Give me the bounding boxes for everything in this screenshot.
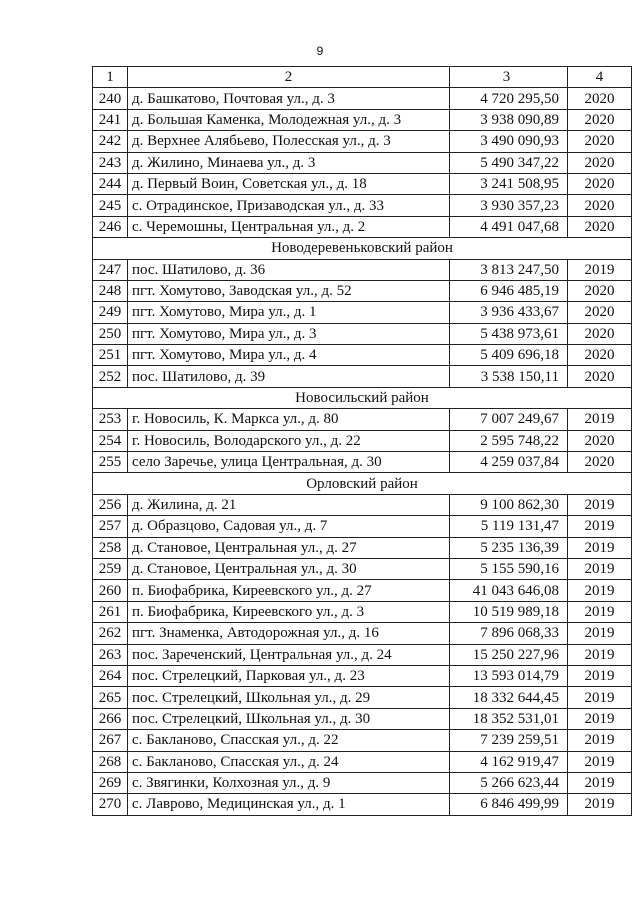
cost-cell: 3 241 508,95	[450, 173, 568, 194]
address-cell: с. Отрадинское, Призаводская ул., д. 33	[128, 195, 450, 216]
year-cell: 2019	[568, 665, 632, 686]
cost-cell: 41 043 646,08	[450, 580, 568, 601]
year-cell: 2020	[568, 216, 632, 237]
district-header-row	[93, 387, 632, 408]
address-cell: пгт. Хомутово, Мира ул., д. 3	[128, 323, 450, 344]
row-number-cell: 245	[93, 195, 128, 216]
table-row	[93, 580, 632, 601]
address-cell: д. Жилина, д. 21	[128, 494, 450, 515]
table-body	[93, 88, 632, 815]
address-cell: пгт. Хомутово, Заводская ул., д. 52	[128, 280, 450, 301]
column-header-cost: 3	[450, 67, 568, 88]
row-number-cell: 255	[93, 452, 128, 473]
registry-table	[92, 66, 632, 816]
cost-cell: 4 491 047,68	[450, 216, 568, 237]
address-cell: с. Бакланово, Спасская ул., д. 24	[128, 751, 450, 772]
year-cell: 2019	[568, 730, 632, 751]
year-cell: 2020	[568, 173, 632, 194]
table-row	[93, 430, 632, 451]
column-header-year: 4	[568, 67, 632, 88]
cost-cell: 3 813 247,50	[450, 259, 568, 280]
row-number-cell: 254	[93, 430, 128, 451]
cost-cell: 5 490 347,22	[450, 152, 568, 173]
table-row	[93, 665, 632, 686]
cost-cell: 7 896 068,33	[450, 623, 568, 644]
address-cell: с. Лаврово, Медицинская ул., д. 1	[128, 794, 450, 815]
row-number-cell: 265	[93, 687, 128, 708]
cost-cell: 3 538 150,11	[450, 366, 568, 387]
table-row	[93, 195, 632, 216]
row-number-cell: 251	[93, 345, 128, 366]
address-cell: пгт. Хомутово, Мира ул., д. 4	[128, 345, 450, 366]
year-cell: 2019	[568, 687, 632, 708]
table-row	[93, 644, 632, 665]
cost-cell: 5 438 973,61	[450, 323, 568, 344]
table-row	[93, 88, 632, 109]
year-cell: 2019	[568, 259, 632, 280]
district-header-row	[93, 473, 632, 494]
table-row	[93, 131, 632, 152]
year-cell: 2020	[568, 195, 632, 216]
cost-cell: 18 332 644,45	[450, 687, 568, 708]
row-number-cell: 247	[93, 259, 128, 280]
year-cell: 2020	[568, 280, 632, 301]
table-row	[93, 280, 632, 301]
cost-cell: 3 930 357,23	[450, 195, 568, 216]
row-number-cell: 269	[93, 772, 128, 793]
column-header-address: 2	[128, 67, 450, 88]
year-cell: 2020	[568, 366, 632, 387]
district-header-row	[93, 238, 632, 259]
table-row	[93, 601, 632, 622]
row-number-cell: 263	[93, 644, 128, 665]
table-row	[93, 494, 632, 515]
address-cell: с. Черемошны, Центральная ул., д. 2	[128, 216, 450, 237]
address-cell: д. Верхнее Алябьево, Полесская ул., д. 3	[128, 131, 450, 152]
table-row	[93, 409, 632, 430]
cost-cell: 7 239 259,51	[450, 730, 568, 751]
cost-cell: 6 846 499,99	[450, 794, 568, 815]
year-cell: 2020	[568, 131, 632, 152]
table-row	[93, 772, 632, 793]
address-cell: г. Новосиль, Володарского ул., д. 22	[128, 430, 450, 451]
year-cell: 2019	[568, 794, 632, 815]
address-cell: д. Башкатово, Почтовая ул., д. 3	[128, 88, 450, 109]
cost-cell: 4 259 037,84	[450, 452, 568, 473]
year-cell: 2020	[568, 345, 632, 366]
cost-cell: 3 936 433,67	[450, 302, 568, 323]
table-row	[93, 537, 632, 558]
cost-cell: 2 595 748,22	[450, 430, 568, 451]
cost-cell: 15 250 227,96	[450, 644, 568, 665]
address-cell: пос. Стрелецкий, Школьная ул., д. 30	[128, 708, 450, 729]
row-number-cell: 246	[93, 216, 128, 237]
year-cell: 2019	[568, 537, 632, 558]
year-cell: 2019	[568, 708, 632, 729]
cost-cell: 10 519 989,18	[450, 601, 568, 622]
row-number-cell: 244	[93, 173, 128, 194]
cost-cell: 5 119 131,47	[450, 516, 568, 537]
year-cell: 2020	[568, 152, 632, 173]
table-row	[93, 345, 632, 366]
address-cell: д. Большая Каменка, Молодежная ул., д. 3	[128, 109, 450, 130]
cost-cell: 7 007 249,67	[450, 409, 568, 430]
address-cell: г. Новосиль, К. Маркса ул., д. 80	[128, 409, 450, 430]
cost-cell: 18 352 531,01	[450, 708, 568, 729]
address-cell: д. Образцово, Садовая ул., д. 7	[128, 516, 450, 537]
address-cell: пос. Зареченский, Центральная ул., д. 24	[128, 644, 450, 665]
row-number-cell: 267	[93, 730, 128, 751]
district-title: Орловский район	[93, 473, 632, 494]
table-row	[93, 452, 632, 473]
cost-cell: 5 266 623,44	[450, 772, 568, 793]
address-cell: п. Биофабрика, Киреевского ул., д. 3	[128, 601, 450, 622]
table-row	[93, 259, 632, 280]
cost-cell: 5 235 136,39	[450, 537, 568, 558]
row-number-cell: 242	[93, 131, 128, 152]
cost-cell: 5 409 696,18	[450, 345, 568, 366]
row-number-cell: 258	[93, 537, 128, 558]
page-number: 9	[316, 44, 324, 58]
year-cell: 2020	[568, 323, 632, 344]
row-number-cell: 261	[93, 601, 128, 622]
address-cell: д. Жилино, Минаева ул., д. 3	[128, 152, 450, 173]
table-row	[93, 152, 632, 173]
row-number-cell: 262	[93, 623, 128, 644]
year-cell: 2019	[568, 644, 632, 665]
row-number-cell: 257	[93, 516, 128, 537]
address-cell: с. Бакланово, Спасская ул., д. 22	[128, 730, 450, 751]
table-row	[93, 558, 632, 579]
address-cell: пгт. Знаменка, Автодорожная ул., д. 16	[128, 623, 450, 644]
row-number-cell: 253	[93, 409, 128, 430]
address-cell: пгт. Хомутово, Мира ул., д. 1	[128, 302, 450, 323]
row-number-cell: 248	[93, 280, 128, 301]
year-cell: 2019	[568, 623, 632, 644]
table-row	[93, 366, 632, 387]
row-number-cell: 259	[93, 558, 128, 579]
row-number-cell: 249	[93, 302, 128, 323]
table-row	[93, 216, 632, 237]
address-cell: пос. Шатилово, д. 39	[128, 366, 450, 387]
table-row	[93, 302, 632, 323]
year-cell: 2019	[568, 516, 632, 537]
header-row	[93, 67, 632, 88]
cost-cell: 3 490 090,93	[450, 131, 568, 152]
row-number-cell: 240	[93, 88, 128, 109]
table-row	[93, 109, 632, 130]
year-cell: 2020	[568, 88, 632, 109]
year-cell: 2019	[568, 558, 632, 579]
cost-cell: 4 720 295,50	[450, 88, 568, 109]
address-cell: пос. Стрелецкий, Парковая ул., д. 23	[128, 665, 450, 686]
row-number-cell: 264	[93, 665, 128, 686]
row-number-cell: 266	[93, 708, 128, 729]
year-cell: 2019	[568, 601, 632, 622]
row-number-cell: 268	[93, 751, 128, 772]
table-row	[93, 173, 632, 194]
year-cell: 2020	[568, 109, 632, 130]
year-cell: 2019	[568, 772, 632, 793]
year-cell: 2020	[568, 430, 632, 451]
year-cell: 2019	[568, 494, 632, 515]
table-row	[93, 794, 632, 815]
table-row	[93, 623, 632, 644]
row-number-cell: 243	[93, 152, 128, 173]
district-title: Новодеревеньковский район	[93, 238, 632, 259]
address-cell: пос. Стрелецкий, Школьная ул., д. 29	[128, 687, 450, 708]
year-cell: 2019	[568, 409, 632, 430]
table-row	[93, 323, 632, 344]
row-number-cell: 256	[93, 494, 128, 515]
cost-cell: 3 938 090,89	[450, 109, 568, 130]
table-row	[93, 708, 632, 729]
table-row	[93, 751, 632, 772]
address-cell: с. Звягинки, Колхозная ул., д. 9	[128, 772, 450, 793]
table-row	[93, 516, 632, 537]
address-cell: село Заречье, улица Центральная, д. 30	[128, 452, 450, 473]
address-cell: д. Становое, Центральная ул., д. 27	[128, 537, 450, 558]
row-number-cell: 260	[93, 580, 128, 601]
cost-cell: 4 162 919,47	[450, 751, 568, 772]
address-cell: д. Становое, Центральная ул., д. 30	[128, 558, 450, 579]
row-number-cell: 250	[93, 323, 128, 344]
year-cell: 2020	[568, 302, 632, 323]
address-cell: д. Первый Воин, Советская ул., д. 18	[128, 173, 450, 194]
year-cell: 2019	[568, 751, 632, 772]
cost-cell: 9 100 862,30	[450, 494, 568, 515]
table-row	[93, 687, 632, 708]
cost-cell: 13 593 014,79	[450, 665, 568, 686]
cost-cell: 6 946 485,19	[450, 280, 568, 301]
year-cell: 2019	[568, 580, 632, 601]
column-header-number: 1	[93, 67, 128, 88]
district-title: Новосильский район	[93, 387, 632, 408]
year-cell: 2020	[568, 452, 632, 473]
row-number-cell: 241	[93, 109, 128, 130]
row-number-cell: 270	[93, 794, 128, 815]
table-row	[93, 730, 632, 751]
address-cell: пос. Шатилово, д. 36	[128, 259, 450, 280]
address-cell: п. Биофабрика, Киреевского ул., д. 27	[128, 580, 450, 601]
row-number-cell: 252	[93, 366, 128, 387]
cost-cell: 5 155 590,16	[450, 558, 568, 579]
